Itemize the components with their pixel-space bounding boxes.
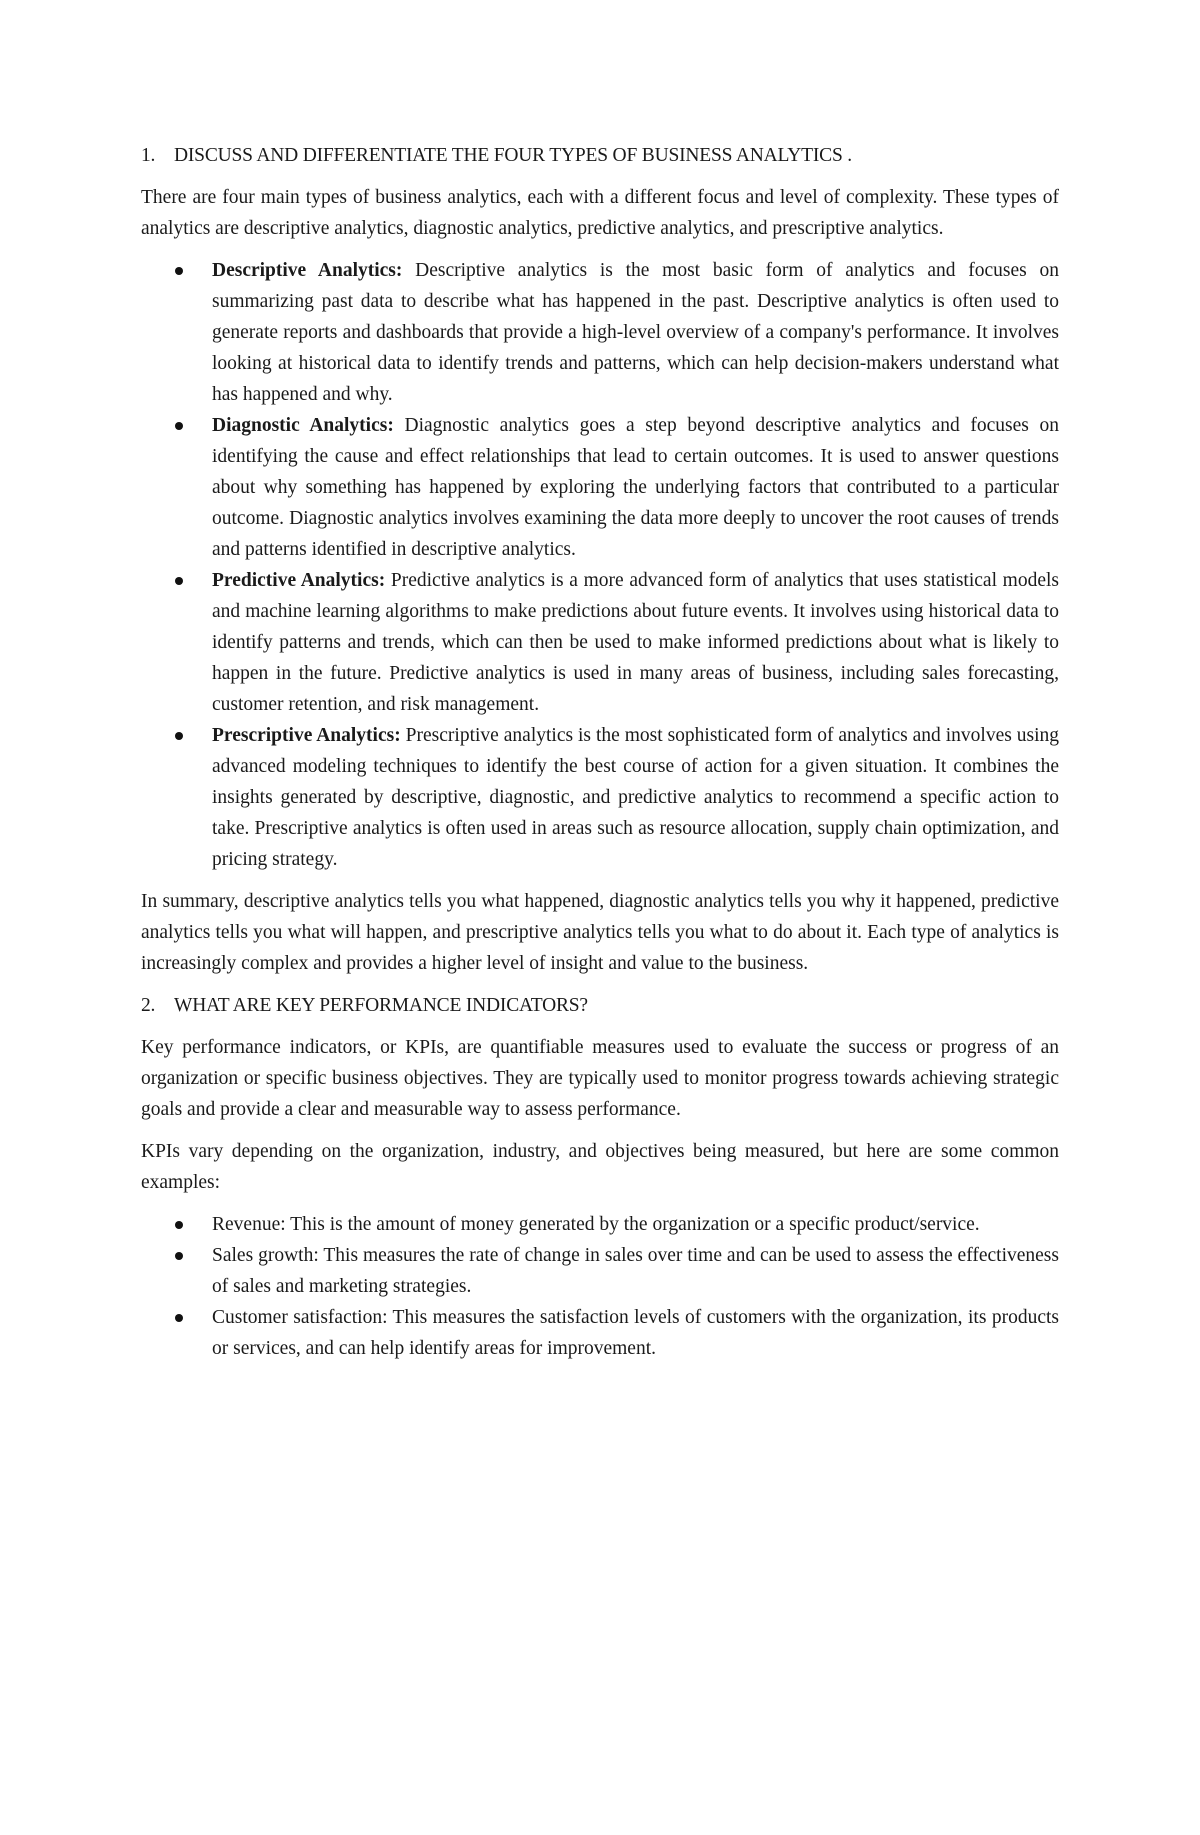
- section-2-title: WHAT ARE KEY PERFORMANCE INDICATORS?: [174, 995, 588, 1016]
- bullet-icon: [175, 577, 183, 585]
- bullet-icon: [175, 422, 183, 430]
- list-item-prescriptive: [141, 720, 1059, 875]
- bullet-icon: [175, 1314, 183, 1322]
- list-item-descriptive: [141, 255, 1059, 410]
- text-prescriptive: Prescriptive analytics is the most sophisticated form of analytics and involves using advanced modeling techniques to identify the best course of action for a given situation. It combines the insights generated by descriptive, diagnostic, and predictive analytics to recommend a specific action to take. Prescriptive analytics is often used in areas such as resource allocation, supply chain optimization, and pricing strategy.: [212, 725, 1060, 870]
- term-predictive: Predictive Analytics:: [212, 570, 386, 591]
- section-1-number: 1.: [141, 145, 156, 166]
- document-page: [141, 140, 1059, 1375]
- text-customer-satisfaction: Customer satisfaction: This measures the satisfaction levels of customers with the organization, its products or services, and can help identify areas for improvement.: [212, 1307, 1059, 1359]
- list-item-predictive: [141, 565, 1059, 720]
- list-item-customer-satisfaction: [141, 1302, 1059, 1364]
- section-1-summary: In summary, descriptive analytics tells you what happened, diagnostic analytics tells you why it happened, predictive analytics tells you what will happen, and prescriptive analytics tells you what to do about it. Each type of analytics is increasingly complex and provides a higher level of insight and value to the business.: [141, 891, 1059, 974]
- kpi-examples-list: [141, 1209, 1059, 1364]
- section-2-paragraph-2: KPIs vary depending on the organization, industry, and objectives being measured, but here are some common examples:: [141, 1141, 1059, 1193]
- list-item-diagnostic: [141, 410, 1059, 565]
- bullet-icon: [175, 1221, 183, 1229]
- bullet-icon: [175, 732, 183, 740]
- list-item-revenue: [141, 1209, 1059, 1240]
- section-2-paragraph-1: Key performance indicators, or KPIs, are quantifiable measures used to evaluate the success or progress of an organization or specific business objectives. They are typically used to monitor progress towards achieving strategic goals and provide a clear and measurable way to assess performance.: [141, 1037, 1059, 1120]
- text-revenue: Revenue: This is the amount of money generated by the organization or a specific product/service.: [212, 1214, 980, 1235]
- text-predictive: Predictive analytics is a more advanced form of analytics that uses statistical models and machine learning algorithms to make predictions about future events. It involves using historical data to identify patterns and trends, which can then be used to make informed predictions about what is likely to happen in the future. Predictive analytics is used in many areas of business, including sales forecasting, customer retention, and risk management.: [212, 570, 1060, 715]
- section-1-intro: There are four main types of business analytics, each with a different focus and level of complexity. These types of analytics are descriptive analytics, diagnostic analytics, predictive analytics, and prescriptive analytics.: [141, 187, 1059, 239]
- section-1-heading: [141, 140, 1059, 171]
- text-diagnostic: Diagnostic analytics goes a step beyond descriptive analytics and focuses on identifying the cause and effect relationships that lead to certain outcomes. It is used to answer questions about why something has happened by exploring the underlying factors that contributed to a particular outcome. Diagnostic analytics involves examining the data more deeply to uncover the root causes of trends and patterns identified in descriptive analytics.: [212, 415, 1060, 560]
- section-2-number: 2.: [141, 995, 156, 1016]
- list-item-sales-growth: [141, 1240, 1059, 1302]
- bullet-icon: [175, 267, 183, 275]
- text-descriptive: Descriptive analytics is the most basic form of analytics and focuses on summarizing past data to describe what has happened in the past. Descriptive analytics is often used to generate reports and dashboards that provide a high-level overview of a company's performance. It involves looking at historical data to identify trends and patterns, which can help decision-makers understand what has happened and why.: [212, 260, 1059, 405]
- section-1-title: DISCUSS AND DIFFERENTIATE THE FOUR TYPES OF BUSINESS ANALYTICS .: [174, 145, 852, 166]
- analytics-types-list: [141, 255, 1059, 875]
- term-diagnostic: Diagnostic Analytics:: [212, 415, 394, 436]
- bullet-icon: [175, 1252, 183, 1260]
- text-sales-growth: Sales growth: This measures the rate of change in sales over time and can be used to assess the effectiveness of sales and marketing strategies.: [212, 1245, 1059, 1297]
- term-prescriptive: Prescriptive Analytics:: [212, 725, 401, 746]
- term-descriptive: Descriptive Analytics:: [212, 260, 403, 281]
- section-2-heading: [141, 990, 1059, 1021]
